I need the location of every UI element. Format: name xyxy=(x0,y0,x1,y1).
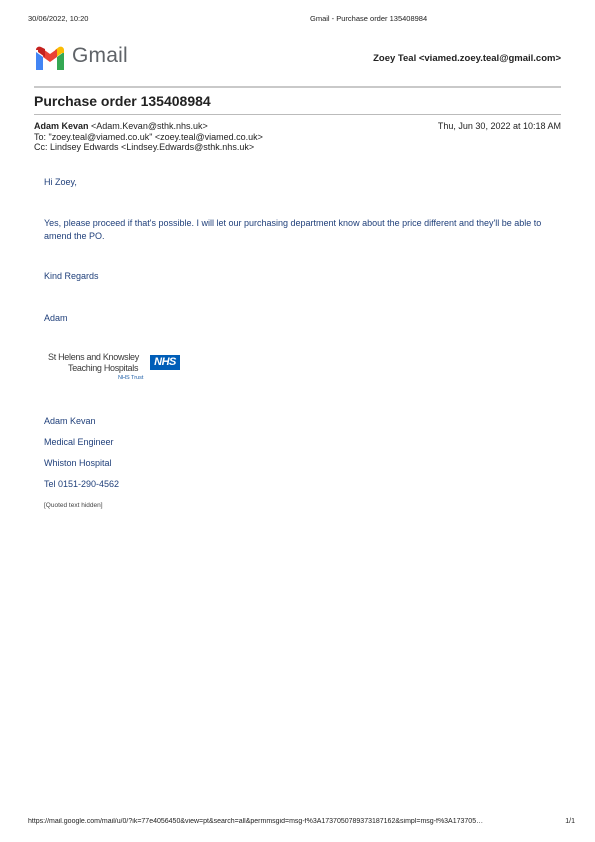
hospital-logo-line3: NHS Trust xyxy=(118,375,144,381)
print-title: Gmail - Purchase order 135408984 xyxy=(310,14,428,23)
cc-line: Cc: Lindsey Edwards <Lindsey.Edwards@sthk.nhs.uk> xyxy=(34,142,255,152)
print-date: 30/06/2022, 10:20 xyxy=(28,14,89,23)
body-main: Yes, please proceed if that's possible. I will let our purchasing department know about the price different and they'll be able to amend the PO. xyxy=(44,218,542,241)
gmail-wordmark: Gmail xyxy=(72,44,128,67)
account-label: Zoey Teal <viamed.zoey.teal@gmail.com> xyxy=(373,53,561,64)
signature-tel: Tel 0151-290-4562 xyxy=(44,479,120,489)
signature-role: Medical Engineer xyxy=(44,437,114,447)
gmail-m-icon xyxy=(34,46,66,70)
from-address: <Adam.Kevan@sthk.nhs.uk> xyxy=(88,121,208,131)
nhs-badge: NHS xyxy=(150,355,180,370)
to-line: To: "zoey.teal@viamed.co.uk" <zoey.teal@viamed.co.uk> xyxy=(34,131,263,142)
quoted-text-hidden[interactable]: [Quoted text hidden] xyxy=(44,502,103,509)
signature-name: Adam Kevan xyxy=(44,416,96,426)
print-url: https://mail.google.com/mail/u/0/?ik=77e4056450&view=pt&search=all&permmsgid=msg-f%3A1737050789373187162&simpl=msg-f%3A173705… xyxy=(28,818,484,825)
body-greeting: Hi Zoey, xyxy=(44,177,77,187)
print-footer xyxy=(28,818,575,828)
sent-date: Thu, Jun 30, 2022 at 10:18 AM xyxy=(437,121,561,131)
body-name: Adam xyxy=(44,313,68,323)
hospital-logo xyxy=(46,352,186,386)
email-meta xyxy=(34,121,263,153)
from-name: Adam Kevan xyxy=(34,121,89,131)
hospital-logo-line2: Teaching Hospitals xyxy=(68,363,139,373)
hospital-logo-line1: St Helens and Knowsley xyxy=(48,352,139,362)
body-regards: Kind Regards xyxy=(44,271,99,281)
print-header xyxy=(28,14,575,24)
signature-site: Whiston Hospital xyxy=(44,458,112,468)
email-subject: Purchase order 135408984 xyxy=(34,93,211,109)
from-line xyxy=(34,121,263,132)
page-number: 1/1 xyxy=(565,818,575,825)
header-divider xyxy=(34,86,561,88)
gmail-logo[interactable] xyxy=(34,44,130,72)
subject-divider xyxy=(34,114,561,115)
